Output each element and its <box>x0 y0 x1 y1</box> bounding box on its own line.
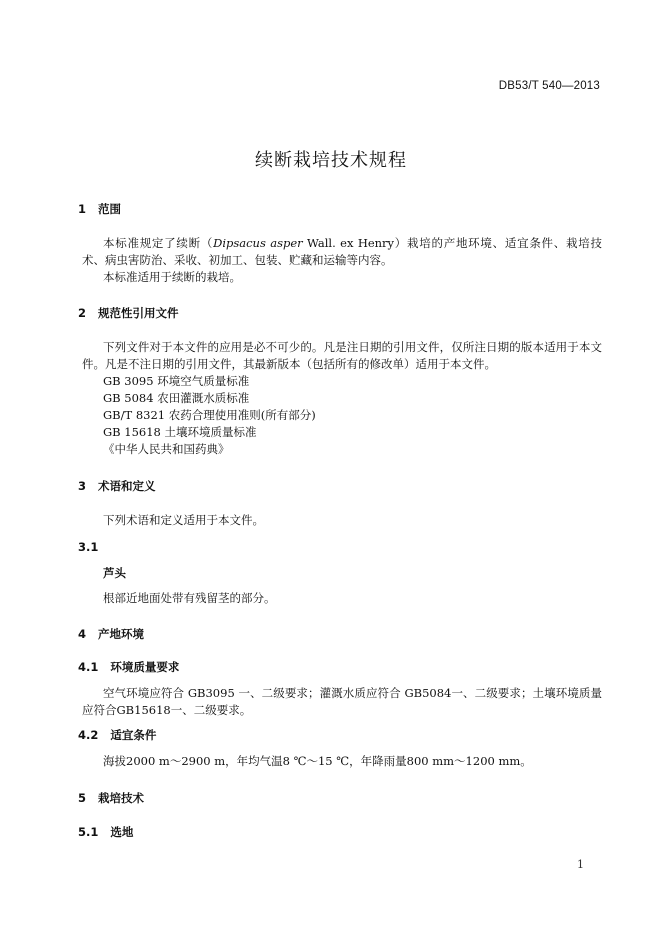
subsection-title: 适宜条件 <box>110 728 157 742</box>
standard-code: DB53/T 540—2013 <box>498 80 600 92</box>
env-quality-paragraph: 空气环境应符合 GB3095 一、二级要求；灌溉水质应符合 GB5084一、二级要求；土壤环境质量应符合GB15618一、二级要求。 <box>82 686 602 717</box>
section-title: 规范性引用文件 <box>98 306 179 320</box>
reference-item: GB/T 8321 农药合理使用准则(所有部分) <box>103 408 316 422</box>
subsection-heading-env-quality <box>78 659 179 675</box>
section-heading-scope <box>78 201 121 217</box>
section-number: 1 <box>78 202 87 216</box>
document-title: 续断栽培技术规程 <box>255 150 407 171</box>
reference-item: 《中华人民共和国药典》 <box>103 442 230 456</box>
reference-item: GB 5084 农田灌溉水质标准 <box>103 391 250 405</box>
section-heading-environment <box>78 626 144 642</box>
section-number: 3 <box>78 479 87 493</box>
page-number: 1 <box>577 858 584 871</box>
references-intro: 下列文件对于本文件的应用是必不可少的。凡是注日期的引用文件，仅所注日期的版本适用于本文件。凡是不注日期的引用文件，其最新版本（包括所有的修改单）适用于本文件。 <box>82 340 602 371</box>
subsection-number: 4.1 <box>78 660 99 674</box>
scope-applicability: 本标准适用于续断的栽培。 <box>103 270 241 284</box>
scope-latin-name: Dipsacus asper <box>213 236 303 250</box>
section-heading-cultivation <box>78 790 144 806</box>
section-number: 2 <box>78 306 87 320</box>
scope-paragraph <box>82 235 602 269</box>
section-title: 栽培技术 <box>98 791 145 805</box>
section-heading-terms <box>78 478 156 494</box>
section-title: 术语和定义 <box>98 479 156 493</box>
reference-item: GB 3095 环境空气质量标准 <box>103 374 250 388</box>
section-number: 5 <box>78 791 87 805</box>
suitable-conditions-paragraph: 海拔2000 m～2900 m，年均气温8 ℃～15 ℃，年降雨量800 mm～1200 mm。 <box>103 754 532 768</box>
subsection-heading-site-selection <box>78 824 133 840</box>
term-definition: 根部近地面处带有残留茎的部分。 <box>103 591 276 605</box>
subsection-number: 5.1 <box>78 825 99 839</box>
term-name: 芦头 <box>103 566 126 580</box>
section-heading-normative-references <box>78 305 179 321</box>
subsection-title: 环境质量要求 <box>110 660 180 674</box>
reference-item: GB 15618 土壤环境质量标准 <box>103 425 257 439</box>
section-number: 4 <box>78 627 87 641</box>
subsection-title: 选地 <box>110 825 134 839</box>
terms-intro: 下列术语和定义适用于本文件。 <box>103 513 264 527</box>
section-title: 产地环境 <box>98 627 145 641</box>
subsection-number-3-1: 3.1 <box>78 540 99 554</box>
subsection-number: 4.2 <box>78 728 99 742</box>
scope-text-after: Wall. ex Henry）栽培的产地环境、适宜条件、栽培技术、病虫害防治、采收、初加工、包装、贮藏和运输等内容。 <box>82 236 602 267</box>
section-title: 范围 <box>98 202 122 216</box>
scope-text-before: 本标准规定了续断（ <box>103 236 214 250</box>
subsection-heading-suitable-conditions <box>78 727 156 743</box>
